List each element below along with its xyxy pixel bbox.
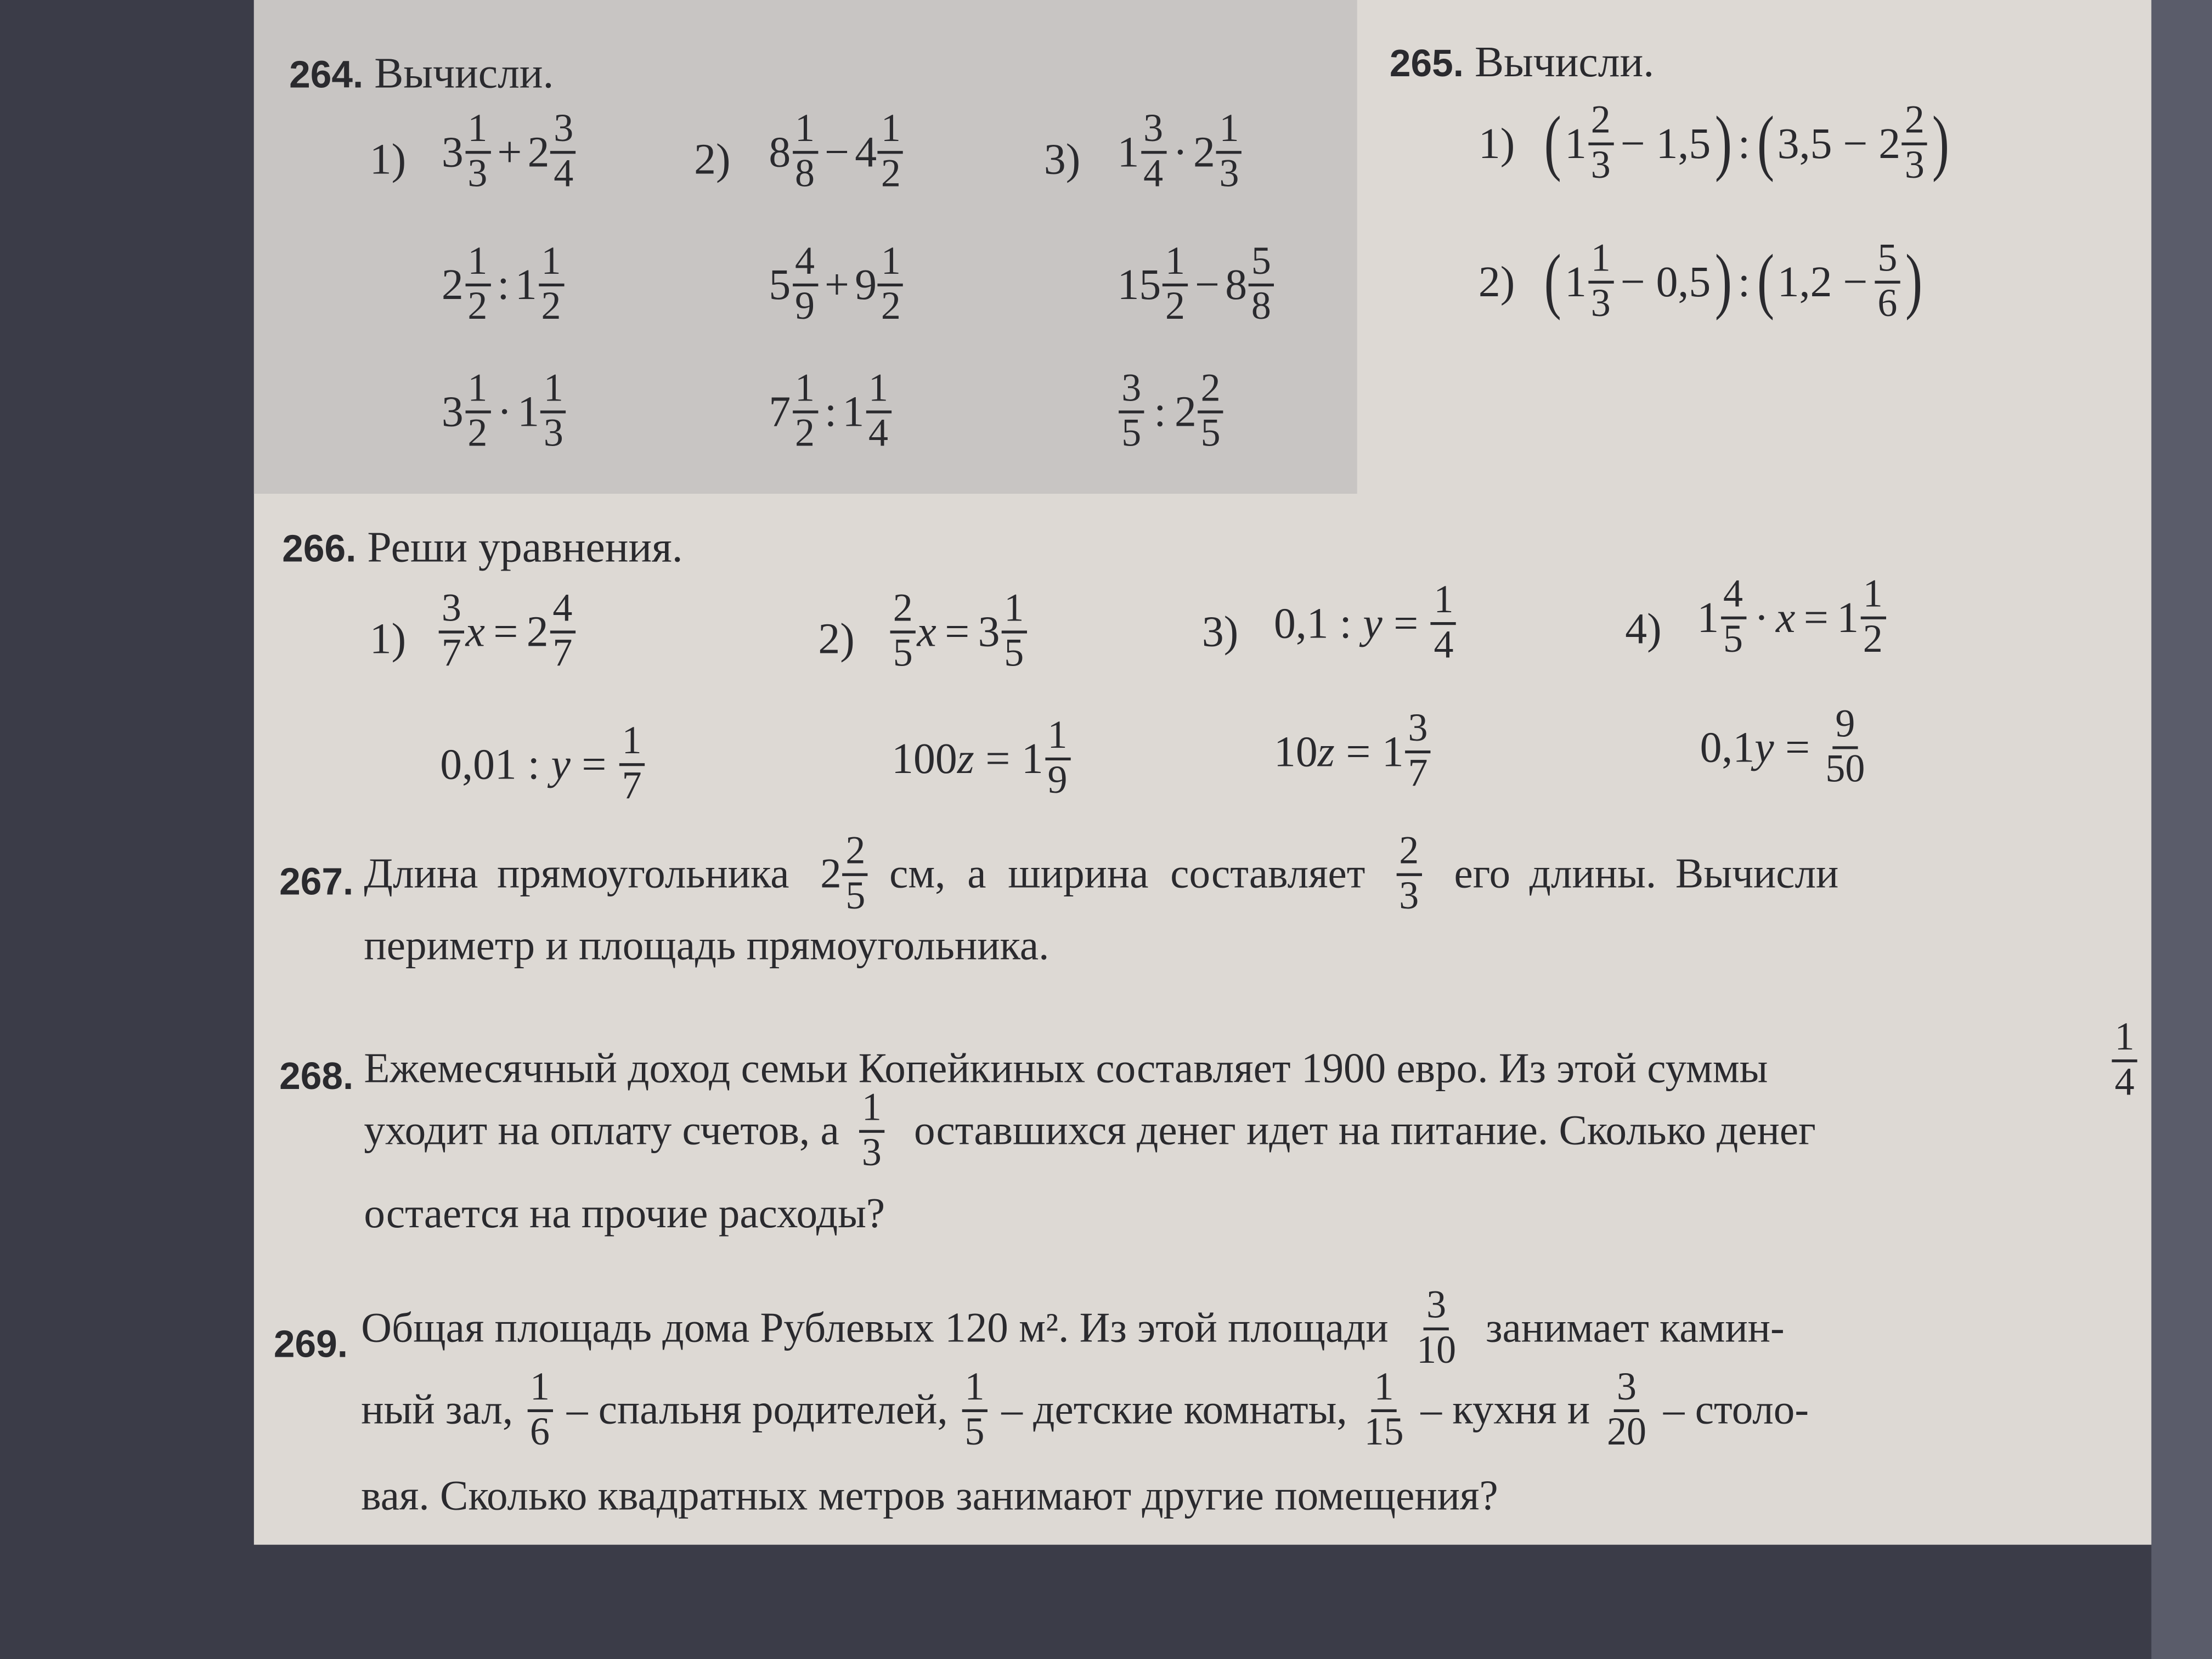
expr-264-1a: 3 1 3 + 2 3 4 bbox=[442, 110, 578, 195]
equation-266-1: 3 7 x = 2 4 7 bbox=[437, 590, 577, 674]
page-edge bbox=[2151, 0, 2212, 1659]
expr-264-3c: 3 5 : 2 2 5 bbox=[1118, 370, 1225, 454]
expr-264-3b: 15 1 2 − 8 5 8 bbox=[1118, 242, 1276, 327]
equation-266-4b: 0,1 y = $\frac{9}{50}$ bbox=[1700, 702, 1865, 792]
exercise-267-number: 267. bbox=[279, 860, 354, 903]
exercise-267-line2: периметр и площадь прямоугольника. bbox=[364, 922, 1049, 969]
item-label: 1) bbox=[369, 134, 407, 184]
exercise-265-header: 265. Вычисли. bbox=[1389, 36, 1655, 86]
fraction-268-1: 1 4 bbox=[2111, 1019, 2138, 1103]
expr-264-1b: 2 1 2 : 1 1 2 bbox=[442, 242, 565, 327]
exercise-268-number: 268. bbox=[279, 1055, 354, 1098]
exercise-264-header: 264. Вычисли. bbox=[289, 48, 554, 98]
item-label: 2) bbox=[694, 134, 731, 184]
exercise-269-line1: Общая площадь дома Рублевых 120 м². Из этой площади 3 10 занимает камин- bbox=[361, 1284, 1785, 1373]
expr-264-2b: 5 4 9 + 9 1 2 bbox=[769, 242, 905, 327]
equation-266-1b: 0,01 : y = $\frac{1}{7}$ bbox=[440, 723, 646, 807]
equation-266-2b: 100 z = 1 1 9 bbox=[891, 716, 1071, 801]
exercise-269-line2: ный зал, 1 6 – спальня родителей, 1 5 – детские комнаты, 1 15 – кухня и 3 20 – столо- bbox=[361, 1365, 1809, 1455]
equation-266-3: 0,1 : y = $\frac{1}{4}$ bbox=[1274, 581, 1458, 665]
item-label: 4) bbox=[1625, 603, 1662, 653]
item-label: 3) bbox=[1201, 606, 1239, 656]
exercise-268-line1: Ежемесячный доход семьи Копейкиных составляет 1900 евро. Из этой суммы bbox=[364, 1045, 1768, 1092]
expr-264-1c: 3 1 2 · 1 1 3 bbox=[442, 370, 568, 454]
expr-264-3a: 1 3 4 · 2 1 3 bbox=[1118, 110, 1244, 195]
equation-266-4: 1 4 5 · x = 1 1 2 bbox=[1697, 575, 1887, 660]
item-label: 2) bbox=[818, 613, 855, 663]
exercise-268-line3: остается на прочие расходы? bbox=[364, 1190, 885, 1238]
expr-264-2c: 7 1 2 : 1 1 4 bbox=[769, 370, 892, 454]
expr-265-1: 1) ( 1 2 3 − 1,5 ) : ( 3,5 − 2 2 3 ) bbox=[1478, 99, 1950, 188]
exercise-268-line2: уходит на оплату счетов, а 1 3 оставшихся денег идет на питание. Сколько денег bbox=[364, 1086, 1816, 1175]
equation-266-3b: 10 z = 1 3 7 bbox=[1274, 709, 1432, 794]
exercise-269-number: 269. bbox=[273, 1323, 348, 1366]
equation-266-2: 2 5 x = 3 1 5 bbox=[889, 590, 1028, 674]
exercise-267-line1: Длина прямоугольника 2 2 5 см, а ширина составляет 2 3 его длины. Вычисли bbox=[364, 830, 1839, 918]
exercise-269-line3: вая. Сколько квадратных метров занимают другие помещения? bbox=[361, 1472, 1498, 1520]
expr-264-2a: 8 1 8 − 4 1 2 bbox=[769, 110, 905, 195]
exercise-266-header: 266. Реши уравнения. bbox=[282, 522, 683, 572]
item-label: 1) bbox=[369, 613, 407, 663]
item-label: 3) bbox=[1043, 134, 1081, 184]
expr-265-2: 2) ( 1 1 3 − 0,5 ) : ( 1,2 − 5 6 ) bbox=[1478, 237, 1922, 326]
